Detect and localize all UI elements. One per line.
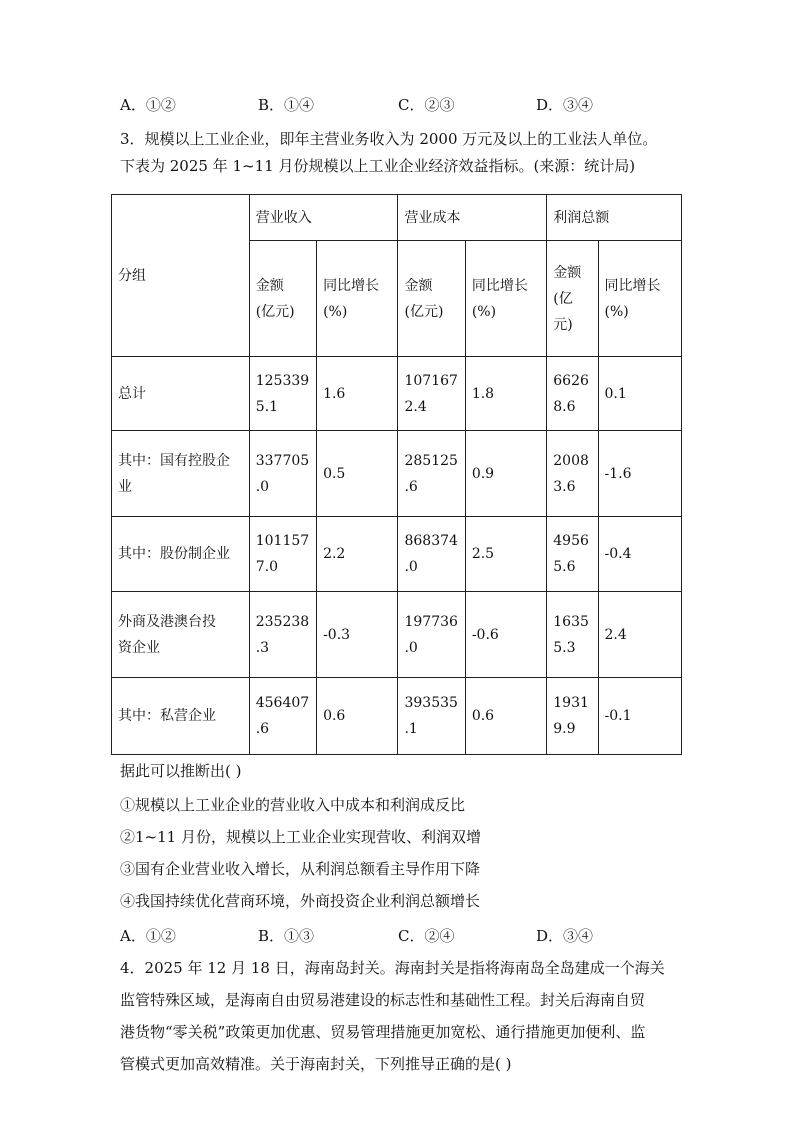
table-cell	[598, 431, 681, 517]
sub-header: 同比增长 (%)	[604, 277, 661, 320]
table-cell	[398, 357, 465, 431]
sub-header-cell	[547, 241, 598, 357]
col-group-cost	[398, 195, 547, 241]
cell-value: 285125 .6	[404, 452, 458, 495]
cell-value: -1.6	[604, 465, 632, 482]
table-cell	[598, 678, 681, 755]
sub-header-cell	[598, 241, 681, 357]
sub-header-cell	[398, 241, 465, 357]
table-cell	[465, 678, 546, 755]
row-label: 外商及港澳台投 资企业	[118, 613, 216, 656]
table-row	[112, 517, 682, 592]
row-label-cell	[112, 431, 250, 517]
table-cell	[398, 517, 465, 592]
table-cell	[249, 517, 316, 592]
table-cell	[465, 517, 546, 592]
q3-option-a: A．①②	[120, 927, 176, 945]
cell-value: 107167 2.4	[404, 372, 458, 415]
q4-line-3: 港货物“零关税”政策更加优惠、贸易管理措施更加宽松、通行措施更加便利、监	[120, 1023, 646, 1041]
cell-value: -0.4	[604, 546, 632, 562]
table-cell	[317, 592, 398, 678]
q3-stem-line2: 下表为 2025 年 1~11 月份规模以上工业企业经济效益指标。(来源：统计局)	[120, 157, 636, 175]
row-label-cell	[112, 357, 250, 431]
row-label-cell	[112, 592, 250, 678]
table-cell	[547, 431, 598, 517]
table-row	[112, 592, 682, 678]
row-label: 其中：私营企业	[118, 708, 216, 724]
sub-header: 金额 (亿元)	[255, 277, 295, 320]
table-cell	[398, 678, 465, 755]
cell-value: 2.2	[323, 546, 346, 562]
row-label: 其中：股份制企业	[118, 546, 230, 562]
cell-value: 1.8	[471, 385, 495, 402]
cell-value: 197736 .0	[404, 613, 458, 656]
table-cell	[547, 517, 598, 592]
table-cell	[465, 592, 546, 678]
cell-value: 0.6	[471, 708, 495, 724]
sub-header: 金额 (亿元)	[404, 277, 444, 320]
table-cell	[249, 357, 316, 431]
q3-stem-line1: 3．规模以上工业企业，即年主营业务收入为 2000 万元及以上的工业法人单位。	[120, 130, 658, 148]
group-header-cell	[112, 195, 250, 357]
q3-options	[120, 925, 720, 947]
sub-header-cell	[465, 241, 546, 357]
table-cell	[398, 431, 465, 517]
cell-value: 0.1	[604, 385, 627, 402]
table-cell	[249, 678, 316, 755]
sub-header: 同比增长 (%)	[323, 277, 380, 320]
cell-value: 2008 3.6	[553, 452, 589, 495]
row-label: 其中：国有控股企 业	[118, 452, 230, 495]
q3-option-c: C．②④	[398, 927, 455, 945]
cell-value: 1635 5.3	[553, 613, 589, 656]
sub-header-cell	[249, 241, 316, 357]
cell-value: 0.5	[323, 465, 346, 482]
table-cell	[317, 678, 398, 755]
q3-option-b: B．①③	[258, 927, 315, 945]
col-group-cost-label: 营业成本	[404, 209, 461, 226]
cell-value: 868374 .0	[404, 533, 458, 575]
cell-value: 101157 7.0	[255, 533, 310, 575]
table-cell	[598, 357, 681, 431]
economic-indicators-table	[111, 194, 682, 755]
table-cell	[398, 592, 465, 678]
table-row	[112, 357, 682, 431]
cell-value: 1931 9.9	[553, 695, 589, 737]
table-cell	[547, 678, 598, 755]
group-header: 分组	[118, 267, 146, 284]
cell-value: 235238 .3	[255, 613, 310, 656]
q3-statement-4: ④我国持续优化营商环境，外商投资企业利润总额增长	[120, 892, 481, 910]
col-group-revenue	[249, 195, 398, 241]
table-row	[112, 431, 682, 517]
cell-value: 456407 .6	[255, 695, 310, 737]
row-label-cell	[112, 678, 250, 755]
cell-value: 125339 5.1	[255, 372, 310, 415]
q3-prompt: 据此可以推断出( )	[120, 762, 242, 780]
col-group-revenue-label: 营业收入	[255, 209, 312, 226]
cell-value: 2.4	[604, 626, 627, 643]
cell-value: 337705 .0	[255, 452, 310, 495]
q3-statement-1: ①规模以上工业企业的营业收入中成本和利润成反比	[120, 796, 466, 814]
q2-option-d: D．③④	[536, 96, 594, 114]
cell-value: 6626 8.6	[553, 372, 589, 415]
table-cell	[317, 357, 398, 431]
cell-value: 2.5	[471, 546, 495, 562]
table-cell	[317, 517, 398, 592]
table-cell	[598, 517, 681, 592]
q2-option-a: A．①②	[120, 96, 176, 114]
table-cell	[317, 431, 398, 517]
table-cell	[598, 592, 681, 678]
q3-statement-3: ③国有企业营业收入增长，从利润总额看主导作用下降	[120, 860, 481, 878]
cell-value: -0.1	[604, 708, 632, 724]
q4-line-4: 管模式更加高效精准。关于海南封关，下列推导正确的是( )	[120, 1055, 512, 1073]
q3-option-d: D．③④	[536, 927, 594, 945]
q4-line-1: 4．2025 年 12 月 18 日，海南岛封关。海南封关是指将海南岛全岛建成一个海关	[120, 959, 665, 977]
col-group-profit	[547, 195, 682, 241]
cell-value: 0.9	[471, 465, 495, 482]
cell-value: -0.3	[323, 626, 351, 643]
q2-option-c: C．②③	[398, 96, 455, 114]
sub-header: 同比增长 (%)	[471, 277, 528, 320]
table-cell	[547, 357, 598, 431]
cell-value: 1.6	[323, 385, 346, 402]
cell-value: 0.6	[323, 708, 346, 724]
table-row	[112, 678, 682, 755]
q4-line-2: 监管特殊区域，是海南自由贸易港建设的标志性和基础性工程。封关后海南自贸	[120, 991, 646, 1009]
cell-value: 4956 5.6	[553, 533, 589, 575]
table-cell	[249, 431, 316, 517]
sub-header-cell	[317, 241, 398, 357]
table-cell	[249, 592, 316, 678]
row-label: 总计	[118, 385, 146, 402]
q3-statement-2: ②1~11 月份，规模以上工业企业实现营收、利润双增	[120, 828, 481, 846]
q2-option-b: B．①④	[258, 96, 315, 114]
q2-options	[120, 94, 720, 116]
row-label-cell	[112, 517, 250, 592]
cell-value: -0.6	[471, 626, 499, 643]
table-cell	[465, 431, 546, 517]
cell-value: 393535 .1	[404, 695, 458, 737]
table-cell	[465, 357, 546, 431]
col-group-profit-label: 利润总额	[553, 209, 610, 226]
sub-header: 金额 (亿 元)	[553, 264, 582, 333]
table-cell	[547, 592, 598, 678]
